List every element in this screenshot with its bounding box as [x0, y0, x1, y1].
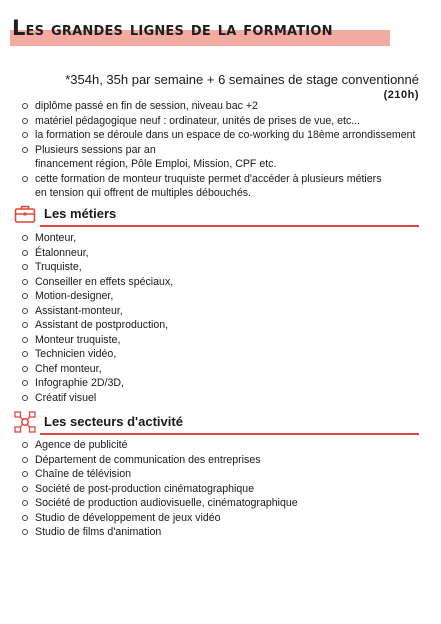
list-item: Assistant de postproduction, [22, 318, 173, 333]
bullet-icon [22, 351, 28, 357]
bullet-icon [22, 118, 28, 124]
list-item: Motion-designer, [22, 289, 173, 304]
list-item: Plusieurs sessions par an [22, 143, 415, 158]
list-item: Technicien vidéo, [22, 347, 173, 362]
list-item: Étalonneur, [22, 246, 173, 261]
page-title-text: Les grandes lignes de la formation [12, 16, 333, 40]
bullet-icon [22, 235, 28, 241]
section-title: Les métiers [44, 206, 117, 221]
list-item: Monteur truquiste, [22, 333, 173, 348]
bullet-icon [22, 366, 28, 372]
list-item: Créatif visuel [22, 391, 173, 406]
section-title: Les secteurs d'activité [44, 414, 183, 429]
intro-list [22, 99, 415, 201]
bullet-icon [22, 471, 28, 477]
bullet-icon [22, 457, 28, 463]
list-item: en tension qui offrent de multiples débouchés. [35, 187, 251, 199]
bullet-icon [22, 293, 28, 299]
list-item: Société de post-production cinématographique [22, 482, 298, 497]
list-item: Monteur, [22, 231, 173, 246]
secteurs-list [22, 438, 298, 540]
page-title [10, 16, 390, 48]
bullet-icon [22, 515, 28, 521]
metiers-list [22, 231, 173, 405]
bullet-icon [22, 250, 28, 256]
bullet-icon [22, 103, 28, 109]
bullet-icon [22, 147, 28, 153]
bullet-icon [22, 442, 28, 448]
list-item: Chef monteur, [22, 362, 173, 377]
subtitle: *354h, 35h par semaine + 6 semaines de stage conventionné [65, 72, 419, 87]
bullet-icon [22, 395, 28, 401]
list-item: Infographie 2D/3D, [22, 376, 173, 391]
section-metiers-header [14, 203, 419, 229]
sector-network-icon [14, 411, 36, 433]
list-item: financement région, Pôle Emploi, Mission, CPF etc. [35, 158, 277, 170]
list-item: Société de production audiovisuelle, cinématographique [22, 496, 298, 511]
section-secteurs-header [14, 411, 419, 437]
bullet-icon [22, 176, 28, 182]
list-item: Assistant-monteur, [22, 304, 173, 319]
list-item: la formation se déroule dans un espace de co-working du 18ème arrondissement [22, 128, 415, 143]
section-divider [40, 433, 419, 435]
bullet-icon [22, 500, 28, 506]
bullet-icon [22, 322, 28, 328]
list-item: cette formation de monteur truquiste permet d'accéder à plusieurs métiers [22, 172, 415, 187]
bullet-icon [22, 264, 28, 270]
list-item: diplôme passé en fin de session, niveau bac +2 [22, 99, 415, 114]
list-item: Agence de publicité [22, 438, 298, 453]
briefcase-icon [14, 203, 36, 225]
list-item: Chaîne de télévision [22, 467, 298, 482]
list-item: Truquiste, [22, 260, 173, 275]
list-item: Conseiller en effets spéciaux, [22, 275, 173, 290]
list-item: Studio de films d'animation [22, 525, 298, 540]
bullet-icon [22, 279, 28, 285]
list-item: Département de communication des entreprises [22, 453, 298, 468]
bullet-icon [22, 337, 28, 343]
bullet-icon [22, 529, 28, 535]
bullet-icon [22, 380, 28, 386]
bullet-icon [22, 308, 28, 314]
bullet-icon [22, 486, 28, 492]
hours-total: (210h) [383, 89, 419, 101]
bullet-icon [22, 132, 28, 138]
section-divider [40, 225, 419, 227]
list-item: Studio de développement de jeux vidéo [22, 511, 298, 526]
list-item: matériel pédagogique neuf : ordinateur, unités de prises de vue, etc... [22, 114, 415, 129]
